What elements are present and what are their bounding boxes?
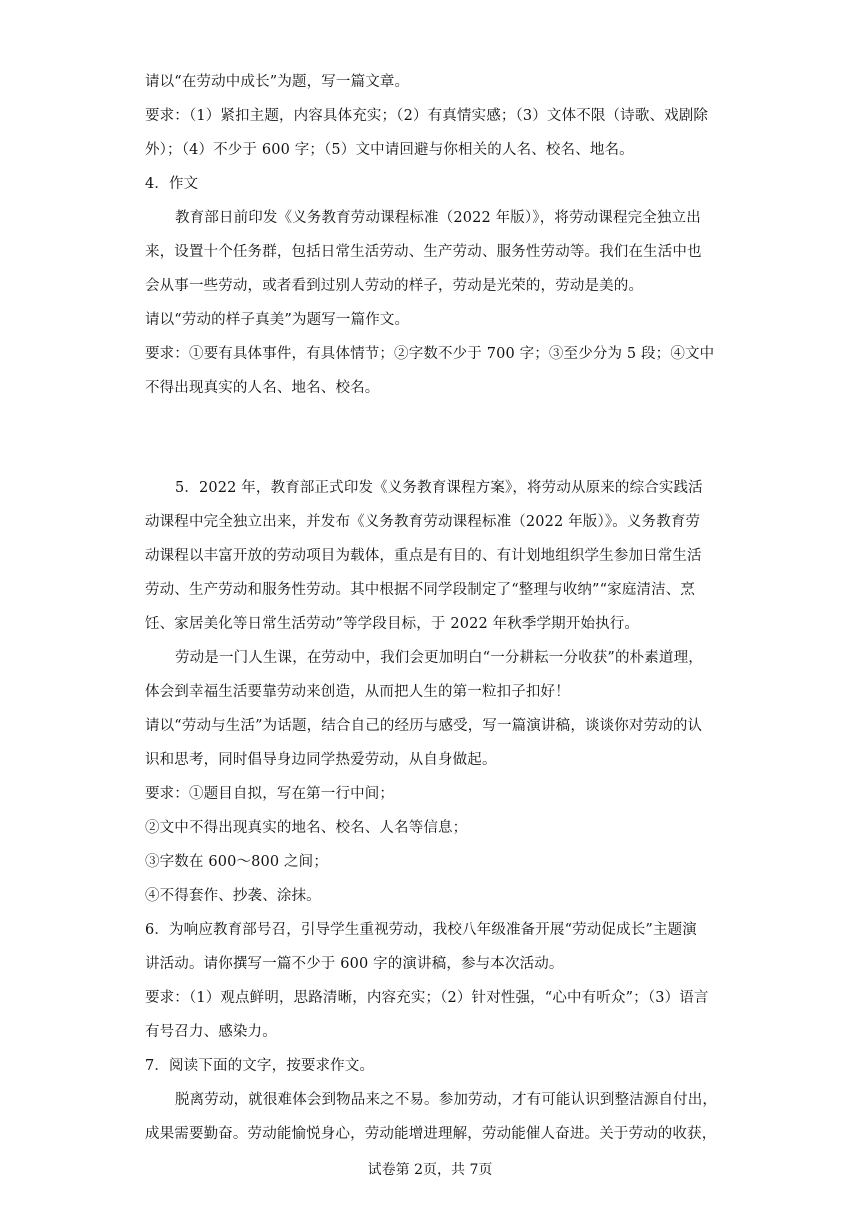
text-line: 外）；（4）不少于 600 字；（5）文中请回避与你相关的人名、校名、地名。 <box>145 142 634 158</box>
text-line: 动课程以丰富开放的劳动项目为载体，重点是有目的、有计划地组织学生参加日常生活 <box>145 548 702 564</box>
question-heading: 4．作文 <box>145 176 199 192</box>
text-line: 劳动、生产劳动和服务性劳动。其中根据不同学段制定了“整理与收纳”“家庭清洁、烹 <box>145 582 696 598</box>
text-line: ③字数在 600～800 之间； <box>145 854 328 870</box>
text-line: 要求：①要有具体事件，有具体情节；②字数不少于 700 字；③至少分为 5 段；④文中 <box>145 346 715 362</box>
text-line: 请以“劳动的样子真美”为题写一篇作文。 <box>145 312 410 328</box>
question-heading: 5．2022 年，教育部正式印发《义务教育课程方案》，将劳动从原来的综合实践活 <box>175 480 703 496</box>
text-line: 饪、家居美化等日常生活劳动”等学段目标，于 2022 年秋季学期开始执行。 <box>145 616 640 632</box>
text-line: 体会到幸福生活要靠劳动来创造，从而把人生的第一粒扣子扣好！ <box>145 684 570 700</box>
question-heading: 6．为响应教育部号召，引导学生重视劳动，我校八年级准备开展“劳动促成长”主题演 <box>145 922 697 938</box>
text-line: 成果需要勤奋。劳动能愉悦身心，劳动能增进理解，劳动能催人奋进。关于劳动的收获， <box>145 1126 717 1142</box>
text-line: 劳动是一门人生课，在劳动中，我们会更加明白“一分耕耘一分收获”的朴素道理， <box>175 650 703 666</box>
text-line: ④不得套作、抄袭、涂抹。 <box>145 888 321 904</box>
text-line: 脱离劳动，就很难体会到物品来之不易。参加劳动，才有可能认识到整洁源自付出， <box>175 1092 718 1108</box>
text-line: 要求：①题目自拟，写在第一行中间； <box>145 786 395 802</box>
text-line: 请以“劳动与生活”为话题，结合自己的经历与感受，写一篇演讲稿，谈谈你对劳动的认 <box>145 718 703 734</box>
text-line: 来，设置十个任务群，包括日常生活劳动、生产劳动、服务性劳动等。我们在生活中也 <box>145 244 702 260</box>
text-line: 识和思考，同时倡导身边同学热爱劳动，从自身做起。 <box>145 752 497 768</box>
text-line: 不得出现真实的人名、地名、校名。 <box>145 380 380 396</box>
text-line: 教育部日前印发《义务教育劳动课程标准（2022 年版）》，将劳动课程完全独立出 <box>175 210 701 226</box>
text-line: ②文中不得出现真实的地名、校名、人名等信息； <box>145 820 468 836</box>
text-line: 请以“在劳动中成长”为题，写一篇文章。 <box>145 74 410 90</box>
text-line: 有号召力、感染力。 <box>145 1024 277 1040</box>
text-line: 动课程中完全独立出来，并发布《义务教育劳动课程标准（2022 年版）》。义务教育劳 <box>145 514 701 530</box>
text-line: 会从事一些劳动，或者看到过别人劳动的样子，劳动是光荣的，劳动是美的。 <box>145 278 644 294</box>
text-line: 要求：（1）观点鲜明，思路清晰，内容充实；（2）针对性强，“心中有听众”；（3）语言 <box>145 990 709 1006</box>
page-footer: 试卷第 2页，共 7页 <box>367 1162 493 1178</box>
question-heading: 7．阅读下面的文字，按要求作文。 <box>145 1058 375 1074</box>
text-line: 要求：（1）紧扣主题，内容具体充实；（2）有真情实感；（3）文体不限（诗歌、戏剧除 <box>145 108 709 124</box>
text-line: 讲活动。请你撰写一篇不少于 600 字的演讲稿，参与本次活动。 <box>145 956 564 972</box>
